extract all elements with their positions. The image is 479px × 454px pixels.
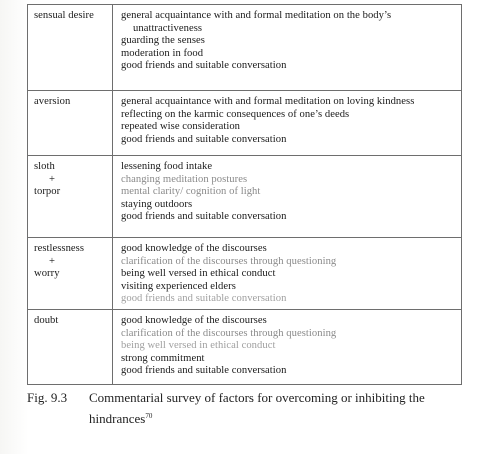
caption-text-2: hindrances [89, 411, 146, 426]
factor-item: good friends and suitable conversation [121, 365, 287, 377]
hindrance-cell [28, 238, 113, 310]
factor-item: general acquaintance with and formal meditation on the body’s [121, 10, 392, 21]
hindrance-label: doubt [34, 315, 59, 326]
factors-cell [113, 156, 462, 238]
factor-item: good friends and suitable conversation [121, 133, 287, 145]
factors-cell [113, 5, 462, 91]
hindrances-table-body [28, 5, 462, 385]
factor-item: mental clarity/ cognition of light [121, 186, 261, 198]
factor-item: good friends and suitable conversation [121, 60, 287, 72]
factor-item: good friends and suitable conversation [121, 211, 287, 223]
factor-item: good knowledge of the discourses [121, 243, 267, 254]
factor-item: unattractiveness [133, 22, 203, 34]
factor-item: guarding the senses [121, 35, 205, 47]
factor-item: staying outdoors [121, 198, 193, 210]
factor-item: being well versed in ethical conduct [121, 340, 276, 352]
factor-item: lessening food intake [121, 161, 213, 172]
factor-item: strong commitment [121, 352, 205, 364]
caption-text-1: Commentarial survey of factors for overcoming or inhibiting the [89, 390, 425, 405]
footnote-marker: 70 [145, 412, 153, 420]
factors-cell [113, 91, 462, 156]
factor-item: reflecting on the karmic consequences of one’s deeds [121, 108, 350, 120]
factor-item: clarification of the discourses through questioning [121, 327, 337, 339]
table-row [28, 310, 462, 385]
hindrance-label: + [49, 255, 56, 267]
factor-item: being well versed in ethical conduct [121, 268, 276, 280]
caption-line-1 [27, 389, 467, 407]
caption-line-2 [27, 407, 467, 428]
factor-item: repeated wise consideration [121, 121, 241, 133]
table-row [28, 156, 462, 238]
factors-cell [113, 238, 462, 310]
factor-item: general acquaintance with and formal meditation on loving kindness [121, 96, 415, 107]
factors-cell [113, 310, 462, 385]
factor-item: good knowledge of the discourses [121, 315, 267, 326]
table-row [28, 5, 462, 91]
factor-item: changing meditation postures [121, 173, 248, 185]
factor-item: visiting experienced elders [121, 280, 236, 292]
hindrance-label: aversion [34, 96, 71, 107]
hindrance-cell [28, 156, 113, 238]
factor-item: good friends and suitable conversation [121, 293, 287, 305]
figure-number: Fig. 9.3 [27, 390, 68, 405]
hindrance-label: worry [34, 268, 60, 280]
factor-item: clarification of the discourses through questioning [121, 255, 337, 267]
hindrance-cell [28, 5, 113, 91]
hindrance-label: sensual desire [34, 10, 94, 21]
hindrance-cell [28, 310, 113, 385]
table-row [28, 91, 462, 156]
factor-item: moderation in food [121, 47, 204, 59]
figure-caption [27, 389, 467, 428]
hindrance-label: torpor [34, 186, 61, 198]
hindrance-label: restlessness [34, 243, 85, 254]
hindrances-table [27, 4, 462, 385]
hindrance-label: sloth [34, 161, 55, 172]
hindrance-label: + [49, 173, 56, 185]
hindrance-cell [28, 91, 113, 156]
table-row [28, 238, 462, 310]
